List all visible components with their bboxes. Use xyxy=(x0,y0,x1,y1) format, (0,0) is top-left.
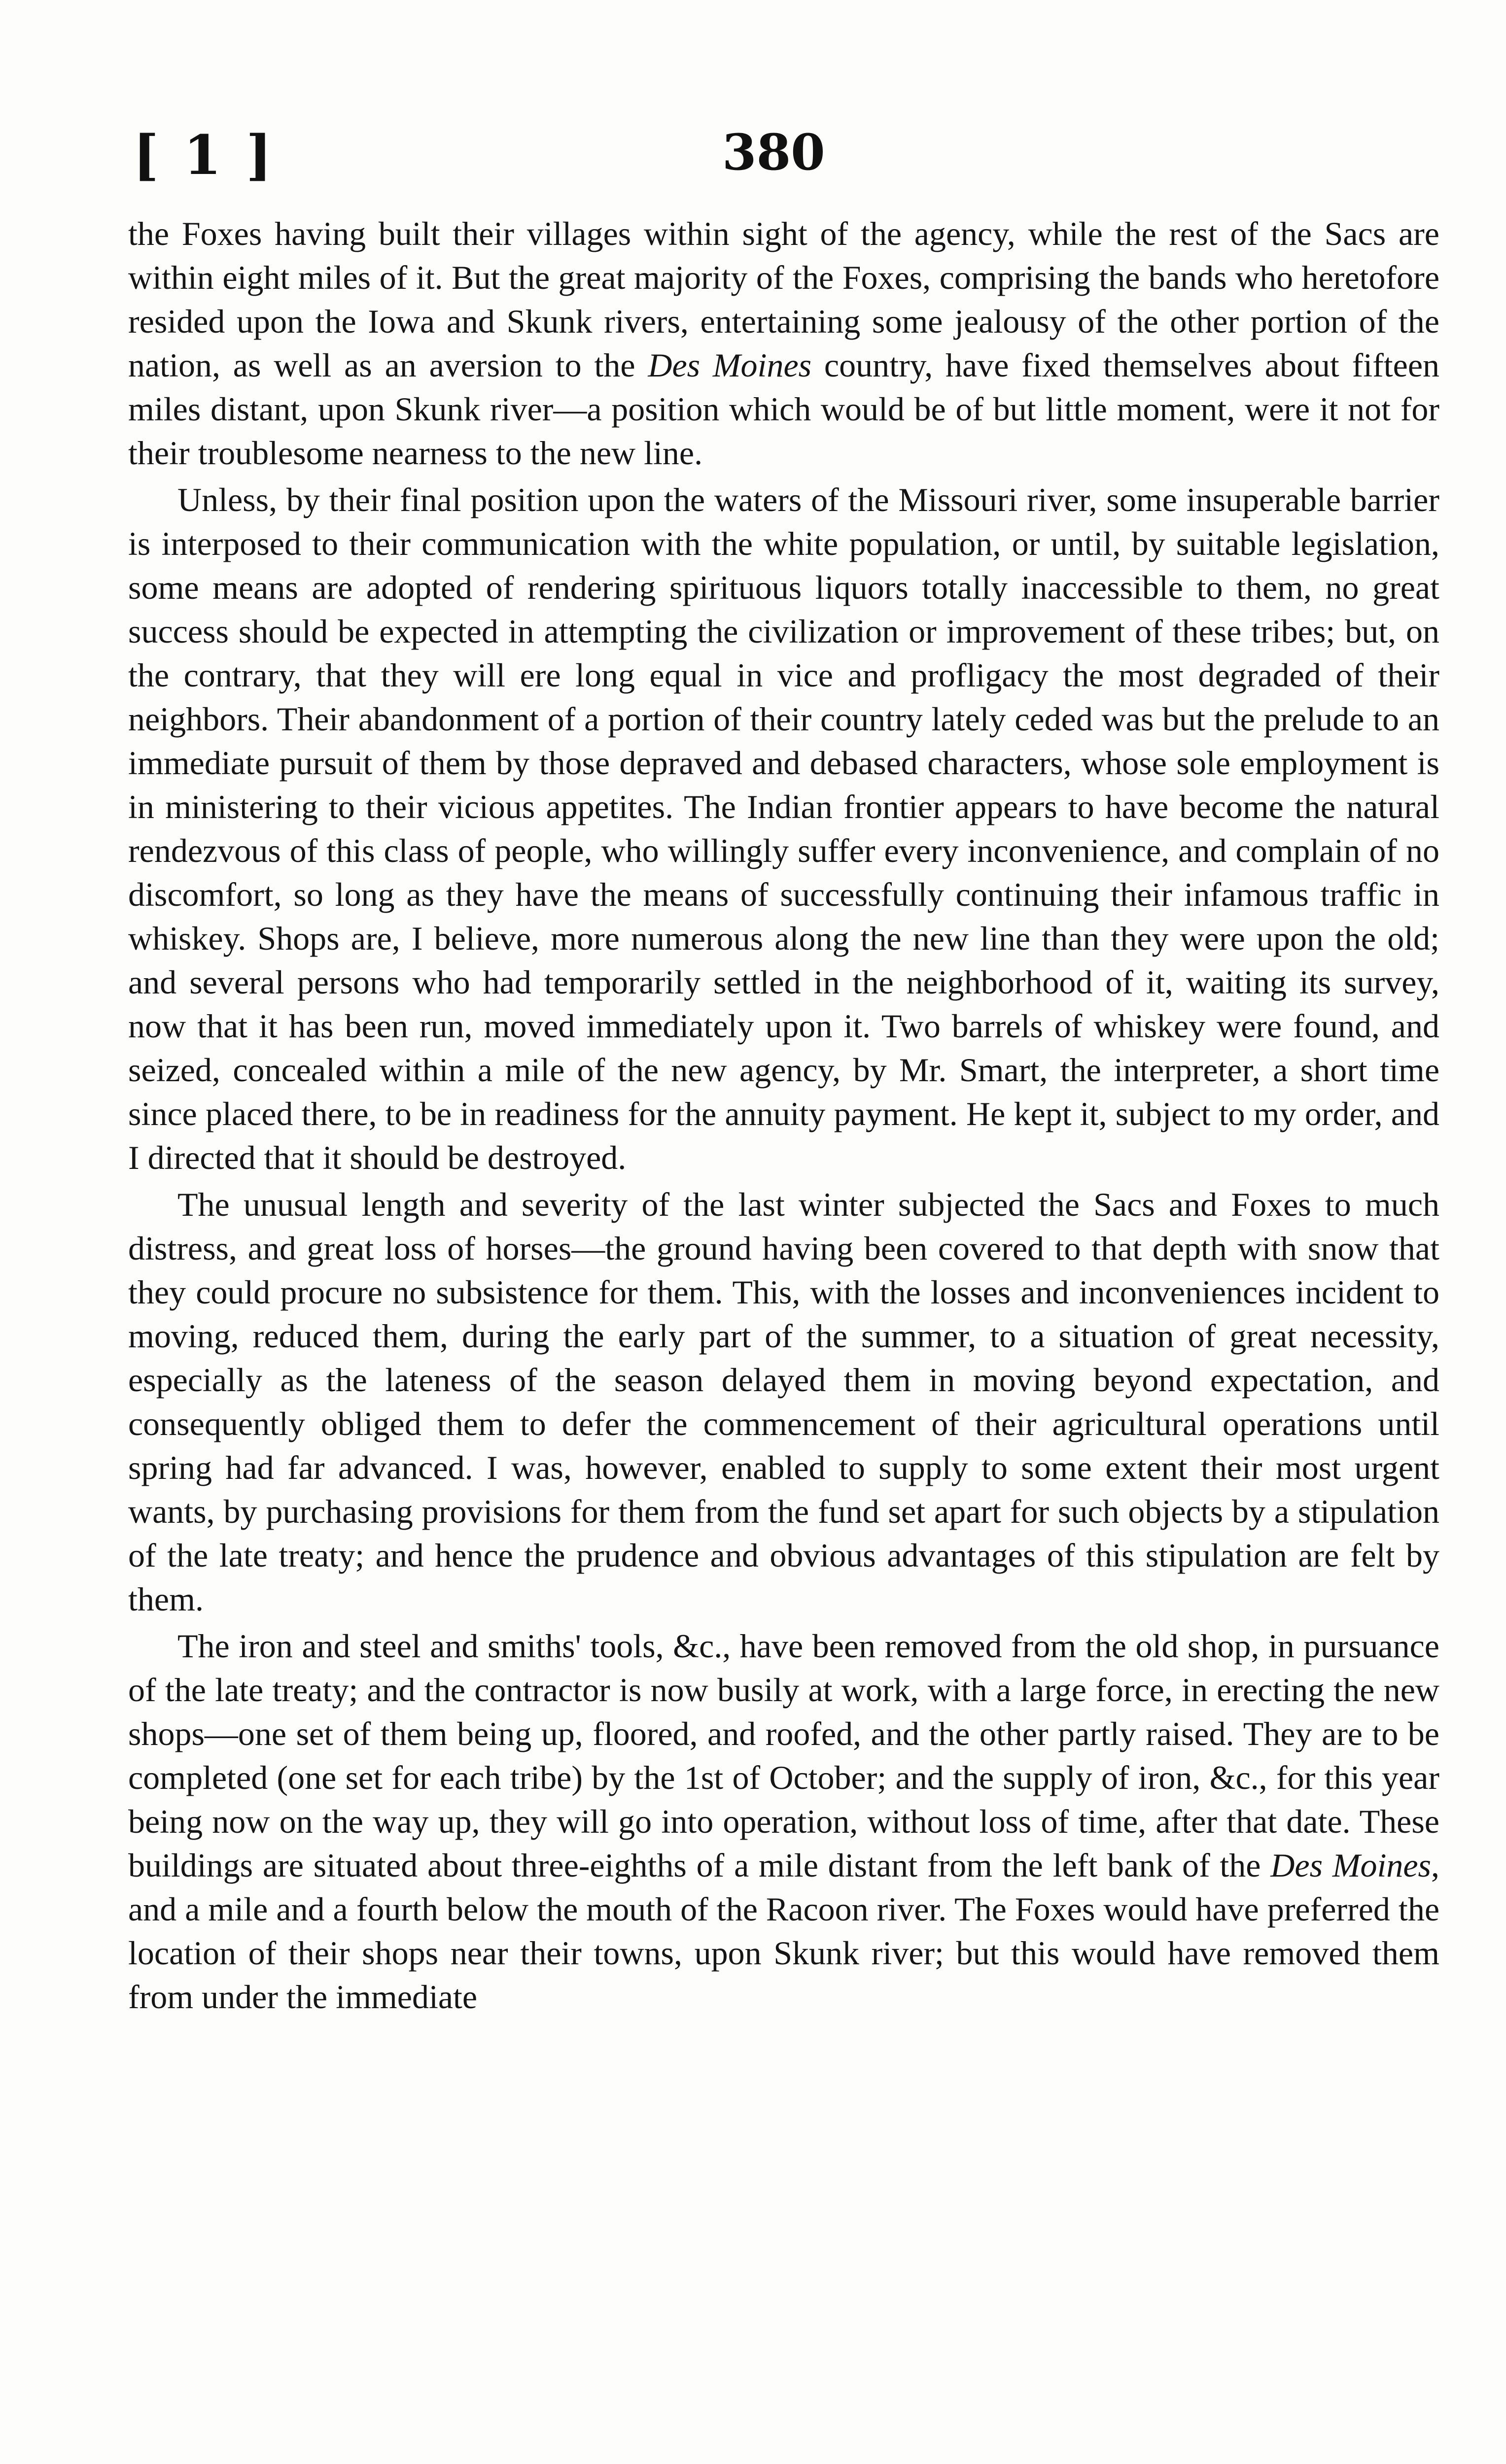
paragraph-text: The unusual length and severity of the last winter subjected the Sacs and Foxes to much distress, and great loss of horses—the ground having been covered to that depth with snow that they could procure no subsistence for them. This, with the losses and inconveniences incident to moving, reduced them, during the early part of the summer, to a situation of great necessity, especially as the lateness of the season delayed them in moving beyond expectation, and consequently obliged them to defer the commencement of their agricultural operations until spring had far advanced. I was, however, enabled to supply to some extent their most urgent wants, by purchasing provisions for them from the fund set apart for such objects by a stipulation of the late treaty; and hence the prudence and obvious advantages of this stipulation are felt by them. xyxy=(128,1186,1439,1618)
paragraph-4 xyxy=(128,1624,1439,2019)
paragraph-text: The iron and steel and smiths' tools, &c., have been removed from the old shop, in pursuance of the late treaty; and the contractor is now busily at work, with a large force, in erecting the new shops—one set of them being up, floored, and roofed, and the other partly raised. They are to be completed (one set for each tribe) by the 1st of October; and the supply of iron, &c., for this year being now on the way up, they will go into operation, without loss of time, after that date. These buildings are situated about three-eighths of a mile distant from the left bank of the xyxy=(128,1627,1439,1884)
paragraph-3 xyxy=(128,1183,1439,1621)
page-header xyxy=(133,123,1444,202)
paragraph-2 xyxy=(128,478,1439,1180)
paragraph-1 xyxy=(128,212,1439,475)
signature-mark: [ 1 ] xyxy=(133,123,275,187)
page-number: 380 xyxy=(722,123,825,181)
italic-place-name: Des Moines xyxy=(648,346,812,384)
italic-place-name: Des Moines xyxy=(1270,1847,1432,1884)
paragraph-text: , and a mile and a fourth below the mouth of the Racoon river. The Foxes would have preferred the location of their shops near their towns, upon Skunk river; but this would have removed them from under the immediate xyxy=(128,1847,1440,2016)
paragraph-text: Unless, by their final position upon the waters of the Missouri river, some insuperable barrier is interposed to their communication with the white population, or until, by suitable legislation, some means are adopted of rendering spirituous liquors totally inaccessible to them, no great success should be expected in attempting the civilization or improvement of these tribes; but, on the contrary, that they will ere long equal in vice and profligacy the most degraded of their neighbors. Their abandonment of a portion of their country lately ceded was but the prelude to an immediate pursuit of them by those depraved and debased characters, whose sole employment is in ministering to their vicious appetites. The Indian frontier appears to have become the natural rendezvous of this class of people, who willingly suffer every inconvenience, and complain of no discomfort, so long as they have the means of successfully continuing their infamous traffic in whiskey. Shops are, I believe, more numerous along the new line than they were upon the old; and several persons who had temporarily settled in the neighborhood of it, waiting its survey, now that it has been run, moved immediately upon it. Two barrels of whiskey were found, and seized, concealed within a mile of the new agency, by Mr. Smart, the interpreter, a short time since placed there, to be in readiness for the annuity payment. He kept it, subject to my order, and I directed that it should be destroyed. xyxy=(128,481,1439,1176)
paragraph-text: country, have fixed themselves about fifteen miles distant, upon Skunk river—a position which would be of but little moment, were it not for their troublesome nearness to the new line. xyxy=(128,346,1440,472)
paragraph-text: the Foxes having built their villages within sight of the agency, while the rest of the Sacs are within eight miles of it. But the great majority of the Foxes, comprising the bands who heretofore resided upon the Iowa and Skunk rivers, entertaining some jealousy of the other portion of the nation, as well as an aversion to the xyxy=(128,215,1439,384)
body-text xyxy=(128,212,1439,2022)
